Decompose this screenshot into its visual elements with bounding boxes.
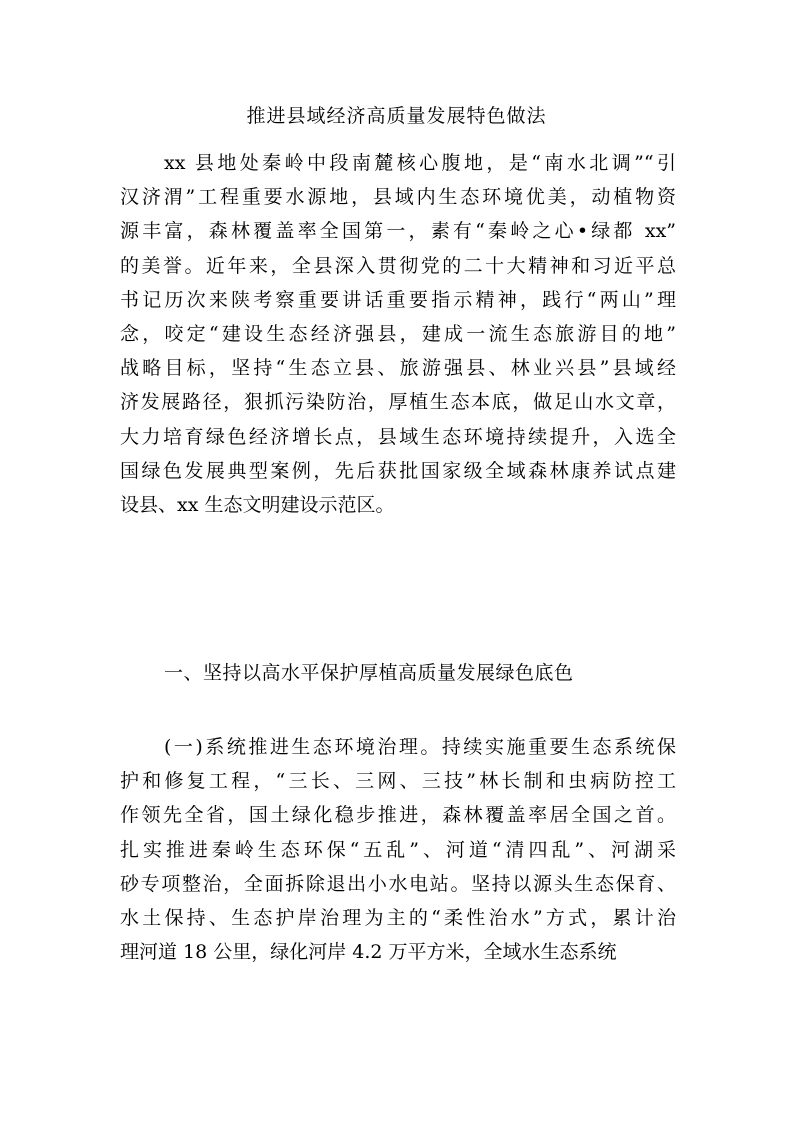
text-line: 水土保持、生态护岸治理为主的“柔性治水”方式，累计治 xyxy=(120,907,676,930)
section-paragraph xyxy=(120,730,676,969)
text-line: 念，咬定“建设生态经济强县，建成一流生态旅游目的地” xyxy=(120,323,676,346)
section-heading: 一、坚持以高水平保护厚植高质量发展绿色底色 xyxy=(164,662,574,684)
text-line: 汉济渭”工程重要水源地，县域内生态环境优美，动植物资 xyxy=(120,186,676,209)
text-line: 扎实推进秦岭生态环保“五乱”、河道“清四乱”、河湖采 xyxy=(120,838,676,861)
text-line: 设县、xx 生态文明建设示范区。 xyxy=(120,494,395,517)
text-line: xx 县地处秦岭中段南麓核心腹地，是“南水北调”“引 xyxy=(164,152,676,174)
text-line: 理河道 18 公里，绿化河岸 4.2 万平方米，全域水生态系统 xyxy=(120,941,617,964)
text-line: 作领先全省，国土绿化稳步推进，森林覆盖率居全国之首。 xyxy=(120,804,676,827)
text-line: 护和修复工程，“三长、三网、三技”林长制和虫病防控工 xyxy=(120,770,676,793)
text-line: 大力培育绿色经济增长点，县域生态环境持续提升，入选全 xyxy=(120,425,676,448)
text-line: 砂专项整治，全面拆除退出小水电站。坚持以源头生态保育、 xyxy=(120,872,676,895)
text-line: 书记历次来陕考察重要讲话重要指示精神，践行“两山”理 xyxy=(120,288,676,311)
text-line: 济发展路径，狠抓污染防治，厚植生态本底，做足山水文章， xyxy=(120,391,676,414)
text-line: 的美誉。近年来，全县深入贯彻党的二十大精神和习近平总 xyxy=(120,254,676,277)
text-line: 战略目标，坚持“生态立县、旅游强县、林业兴县”县域经 xyxy=(120,357,676,380)
text-line: 国绿色发展典型案例，先后获批国家级全域森林康养试点建 xyxy=(120,459,676,482)
intro-paragraph xyxy=(120,146,676,522)
document-title: 推进县域经济高质量发展特色做法 xyxy=(246,105,547,127)
text-line: (一)系统推进生态环境治理。持续实施重要生态系统保 xyxy=(164,736,676,758)
text-line: 源丰富，森林覆盖率全国第一，素有“秦岭之心•绿都 xx” xyxy=(120,220,676,243)
